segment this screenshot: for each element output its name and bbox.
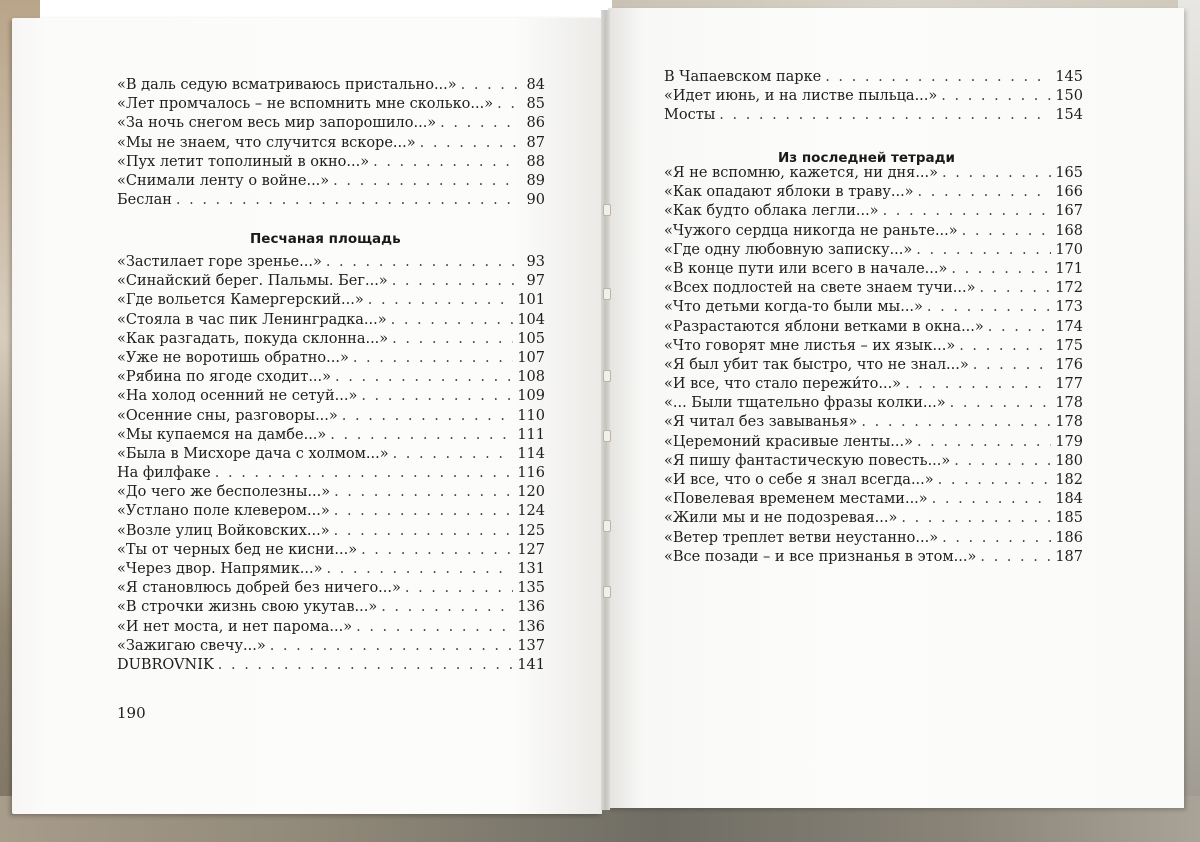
toc-leader-dots — [334, 502, 514, 521]
toc-entry-title: «Я читал без завыванья» — [664, 414, 858, 431]
toc-entry-page-number: 86 — [526, 115, 545, 132]
toc-entry — [664, 68, 1083, 87]
toc-entry-page-number: 179 — [1055, 433, 1083, 450]
toc-entry — [664, 337, 1083, 356]
toc-entry — [117, 387, 545, 406]
toc-entry-page-number: 180 — [1055, 452, 1083, 469]
toc-leader-dots — [356, 618, 513, 637]
toc-entry-title: «Чужого сердца никогда не раньте...» — [664, 222, 958, 239]
binding-stitch — [603, 520, 611, 532]
toc-entry — [117, 483, 545, 502]
toc-entry-title: «Где вольется Камергерский...» — [117, 292, 364, 309]
toc-entry-page-number: 178 — [1055, 414, 1083, 431]
toc-entry — [117, 253, 545, 272]
toc-leader-dots — [393, 445, 514, 464]
toc-entry-title: «Повелевая временем местами...» — [664, 491, 928, 508]
toc-entry — [664, 106, 1083, 125]
toc-entry-page-number: 171 — [1055, 260, 1083, 277]
toc-entry — [117, 291, 545, 310]
toc-entry-title: «И нет моста, и нет парома...» — [117, 618, 353, 635]
toc-entry-title: Мосты — [664, 107, 716, 124]
toc-entry-title: «Устлано поле клевером...» — [117, 503, 330, 520]
toc-entry — [664, 375, 1083, 394]
toc-entry — [664, 394, 1083, 413]
toc-entry — [664, 202, 1083, 221]
toc-entry-title: В Чапаевском парке — [664, 69, 822, 85]
toc-leader-dots — [405, 579, 513, 598]
toc-entry-title: «Зажигаю свечу...» — [117, 637, 266, 654]
toc-leader-dots — [950, 394, 1052, 413]
toc-entry — [117, 656, 545, 675]
toc-entry — [117, 330, 545, 349]
toc-entry — [117, 464, 545, 483]
right-toc-top-list — [664, 68, 1083, 126]
toc-entry-page-number: 131 — [517, 561, 545, 577]
toc-entry — [117, 95, 545, 114]
left-toc-top-list — [117, 76, 545, 210]
toc-leader-dots — [368, 291, 514, 310]
toc-leader-dots — [941, 87, 1051, 106]
toc-entry-page-number: 174 — [1055, 318, 1083, 335]
left-toc-section-list — [117, 253, 545, 675]
toc-leader-dots — [335, 368, 513, 387]
toc-leader-dots — [959, 337, 1051, 356]
toc-leader-dots — [361, 387, 513, 406]
toc-entry-title: «Разрастаются яблони ветками в окна...» — [664, 318, 984, 335]
toc-entry-page-number: 111 — [517, 426, 545, 443]
toc-leader-dots — [333, 172, 517, 191]
toc-leader-dots — [440, 114, 517, 133]
toc-leader-dots — [901, 509, 1051, 528]
toc-entry — [117, 407, 545, 426]
toc-leader-dots — [825, 68, 1051, 87]
toc-entry-page-number: 124 — [517, 503, 545, 520]
toc-entry-page-number: 101 — [517, 292, 545, 309]
toc-entry-page-number: 89 — [526, 172, 545, 189]
toc-entry-title: «Я был убит так быстро, что не знал...» — [664, 356, 969, 373]
toc-entry — [664, 87, 1083, 106]
toc-entry-title: «Всех подлостей на свете знаем тучи...» — [664, 280, 976, 297]
toc-entry-title: «Как будто облака легли...» — [664, 203, 879, 220]
toc-leader-dots — [951, 260, 1051, 279]
toc-entry-page-number: 110 — [517, 407, 545, 424]
binding-stitch — [603, 586, 611, 598]
toc-leader-dots — [918, 183, 1052, 202]
toc-entry-page-number: 167 — [1055, 203, 1083, 220]
toc-entry — [664, 279, 1083, 298]
toc-entry-title: «Стояла в час пик Ленинградка...» — [117, 311, 387, 328]
toc-entry-title: «Я пишу фантастическую повесть...» — [664, 452, 951, 469]
toc-entry — [117, 191, 545, 210]
toc-leader-dots — [962, 222, 1052, 241]
toc-entry — [117, 114, 545, 133]
toc-entry — [117, 76, 545, 95]
toc-entry-title: «Через двор. Напрямик...» — [117, 561, 323, 577]
toc-entry — [117, 445, 545, 464]
binding-stitch — [603, 288, 611, 300]
toc-entry-page-number: 97 — [526, 273, 545, 290]
toc-entry-page-number: 170 — [1055, 241, 1083, 258]
toc-entry-page-number: 141 — [517, 656, 545, 673]
toc-leader-dots — [326, 253, 517, 272]
toc-entry-title: «Снимали ленту о войне...» — [117, 172, 330, 189]
toc-leader-dots — [973, 356, 1052, 375]
toc-entry — [664, 260, 1083, 279]
section-heading-last-notebook: Из последней тетради — [778, 150, 955, 166]
toc-leader-dots — [954, 452, 1051, 471]
toc-entry-title: «И все, что стало пережи́то...» — [664, 376, 902, 393]
toc-entry — [117, 560, 545, 579]
toc-entry — [117, 172, 545, 191]
toc-leader-dots — [905, 375, 1051, 394]
toc-entry-page-number: 87 — [526, 134, 545, 151]
toc-leader-dots — [938, 471, 1052, 490]
toc-entry — [664, 356, 1083, 375]
toc-entry-title: «Как разгадать, покуда склонна...» — [117, 330, 389, 347]
toc-leader-dots — [391, 311, 514, 330]
toc-entry-title: «Была в Мисхоре дача с холмом...» — [117, 445, 389, 462]
toc-entry-title: «И все, что о себе я знал всегда...» — [664, 472, 934, 488]
toc-leader-dots — [326, 560, 513, 579]
toc-leader-dots — [917, 433, 1051, 452]
toc-entry — [664, 452, 1083, 471]
toc-leader-dots — [342, 407, 514, 426]
toc-leader-dots — [392, 272, 517, 291]
toc-entry — [117, 311, 545, 330]
toc-entry — [117, 153, 545, 172]
toc-entry-page-number: 168 — [1055, 222, 1083, 239]
toc-entry-page-number: 154 — [1055, 107, 1083, 124]
section-heading-sand-square: Песчаная площадь — [250, 231, 401, 247]
toc-leader-dots — [218, 656, 514, 675]
toc-entry — [664, 548, 1083, 567]
book-gutter — [601, 10, 610, 810]
toc-entry-title: «Ветер треплет ветви неустанно...» — [664, 529, 939, 546]
toc-entry-page-number: 184 — [1055, 491, 1083, 508]
toc-entry — [664, 471, 1083, 490]
toc-leader-dots — [916, 241, 1051, 260]
toc-leader-dots — [979, 279, 1051, 298]
toc-leader-dots — [942, 529, 1051, 548]
toc-entry-page-number: 187 — [1055, 548, 1083, 565]
binding-stitch — [603, 370, 611, 382]
toc-entry — [117, 637, 545, 656]
toc-leader-dots — [381, 598, 513, 617]
toc-entry-page-number: 127 — [517, 541, 545, 558]
toc-entry-title: «В конце пути или всего в начале...» — [664, 260, 948, 277]
toc-entry-page-number: 85 — [526, 96, 545, 113]
toc-entry-page-number: 84 — [526, 77, 545, 93]
toc-leader-dots — [420, 134, 517, 153]
toc-entry-page-number: 186 — [1055, 529, 1083, 546]
toc-entry-page-number: 105 — [517, 330, 545, 347]
toc-entry — [117, 368, 545, 387]
toc-entry — [664, 509, 1083, 528]
toc-entry-page-number: 107 — [517, 349, 545, 366]
binding-stitch — [603, 204, 611, 216]
toc-entry-title: На филфаке — [117, 465, 211, 482]
toc-entry-page-number: 135 — [517, 580, 545, 597]
toc-entry-title: «Я не вспомню, кажется, ни дня...» — [664, 165, 939, 181]
toc-leader-dots — [353, 349, 514, 368]
right-toc-section-list — [664, 164, 1083, 567]
toc-entry-title: «Застилает горе зренье...» — [117, 254, 322, 270]
toc-entry-page-number: 125 — [517, 522, 545, 539]
toc-entry-page-number: 137 — [517, 637, 545, 654]
toc-entry-title: «Что говорят мне листья – их язык...» — [664, 337, 956, 354]
toc-entry — [664, 183, 1083, 202]
toc-entry — [117, 579, 545, 598]
toc-leader-dots — [861, 413, 1051, 432]
toc-entry-title: «Мы купаемся на дамбе...» — [117, 426, 327, 443]
toc-entry-page-number: 136 — [517, 618, 545, 635]
toc-leader-dots — [215, 464, 514, 483]
toc-entry-page-number: 108 — [517, 369, 545, 386]
toc-entry-title: «Уже не воротишь обратно...» — [117, 349, 349, 366]
toc-entry-title: «За ночь снегом весь мир запорошило...» — [117, 115, 437, 132]
toc-leader-dots — [361, 541, 513, 560]
toc-leader-dots — [927, 298, 1051, 317]
toc-entry-title: «Рябина по ягоде сходит...» — [117, 369, 332, 386]
toc-entry-title: «Осенние сны, разговоры...» — [117, 407, 338, 424]
toc-leader-dots — [176, 191, 517, 210]
toc-entry — [117, 134, 545, 153]
toc-leader-dots — [988, 318, 1052, 337]
page-number-folio: 190 — [117, 704, 146, 722]
toc-leader-dots — [883, 202, 1052, 221]
toc-entry-title: «Где одну любовную записку...» — [664, 241, 913, 258]
toc-leader-dots — [942, 164, 1051, 183]
toc-entry-title: «Жили мы и не подозревая...» — [664, 510, 898, 527]
toc-entry-page-number: 177 — [1055, 376, 1083, 393]
toc-entry-title: «Что детьми когда-то были мы...» — [664, 299, 923, 316]
toc-entry-title: «Лет промчалось – не вспомнить мне сколько...» — [117, 96, 494, 113]
toc-entry-page-number: 185 — [1055, 510, 1083, 527]
toc-entry-page-number: 116 — [517, 465, 545, 482]
toc-entry — [117, 502, 545, 521]
toc-entry-title: «Как опадают яблоки в траву...» — [664, 184, 914, 201]
toc-entry — [117, 349, 545, 368]
toc-entry-page-number: 178 — [1055, 395, 1083, 412]
toc-entry-title: «Мы не знаем, что случится вскоре...» — [117, 134, 416, 151]
toc-entry-title: «До чего же бесполезны...» — [117, 484, 331, 501]
toc-entry-page-number: 166 — [1055, 184, 1083, 201]
toc-leader-dots — [330, 426, 513, 445]
toc-entry — [117, 618, 545, 637]
toc-entry-page-number: 93 — [526, 254, 545, 270]
toc-entry-page-number: 104 — [517, 311, 545, 328]
toc-entry-page-number: 175 — [1055, 337, 1083, 354]
toc-entry-page-number: 90 — [526, 192, 545, 209]
toc-entry-title: «... Были тщательно фразы колки...» — [664, 395, 946, 412]
toc-leader-dots — [461, 76, 517, 95]
toc-entry — [117, 522, 545, 541]
toc-entry-title: «В даль седую всматриваюсь пристально...» — [117, 77, 457, 93]
toc-entry-page-number: 176 — [1055, 356, 1083, 373]
toc-entry-page-number: 88 — [526, 153, 545, 170]
toc-entry — [117, 541, 545, 560]
toc-entry — [664, 413, 1083, 432]
toc-entry-page-number: 136 — [517, 599, 545, 616]
toc-entry-page-number: 172 — [1055, 280, 1083, 297]
toc-leader-dots — [932, 490, 1052, 509]
toc-entry-title: Беслан — [117, 192, 172, 209]
toc-entry-title: «Идет июнь, и на листве пыльца...» — [664, 88, 938, 105]
toc-entry — [664, 241, 1083, 260]
toc-entry-title: «В строчки жизнь свою укутав...» — [117, 599, 378, 616]
toc-entry — [664, 529, 1083, 548]
toc-leader-dots — [719, 106, 1051, 125]
toc-entry-title: «На холод осенний не сетуй...» — [117, 388, 358, 405]
toc-entry-page-number: 114 — [517, 445, 545, 462]
toc-entry-page-number: 182 — [1055, 472, 1083, 488]
toc-entry-title: «Пух летит тополиный в окно...» — [117, 153, 370, 170]
toc-entry — [664, 433, 1083, 452]
toc-entry — [664, 164, 1083, 183]
toc-leader-dots — [270, 637, 514, 656]
toc-entry — [664, 222, 1083, 241]
toc-entry — [664, 490, 1083, 509]
toc-entry — [664, 298, 1083, 317]
binding-stitch — [603, 430, 611, 442]
toc-entry-page-number: 120 — [517, 484, 545, 501]
toc-entry-title: «Синайский берег. Пальмы. Бег...» — [117, 273, 388, 290]
toc-entry-title: «Церемоний красивые ленты...» — [664, 433, 913, 450]
toc-entry — [117, 272, 545, 291]
toc-entry-page-number: 150 — [1055, 88, 1083, 105]
toc-entry-title: «Ты от черных бед не кисни...» — [117, 541, 358, 558]
toc-entry — [117, 426, 545, 445]
toc-entry-title: «Возле улиц Войковских...» — [117, 522, 330, 539]
toc-entry-page-number: 145 — [1055, 69, 1083, 85]
toc-entry — [117, 598, 545, 617]
toc-leader-dots — [497, 95, 517, 114]
toc-entry-page-number: 109 — [517, 388, 545, 405]
toc-leader-dots — [373, 153, 517, 172]
toc-leader-dots — [334, 522, 514, 541]
toc-leader-dots — [334, 483, 513, 502]
toc-entry-title: «Я становлюсь добрей без ничего...» — [117, 580, 401, 597]
toc-entry-page-number: 165 — [1055, 165, 1083, 181]
toc-entry-page-number: 173 — [1055, 299, 1083, 316]
toc-entry-title: «Все позади – и все признанья в этом...» — [664, 548, 977, 565]
toc-entry — [664, 318, 1083, 337]
toc-entry-title: DUBROVNIK — [117, 656, 214, 673]
toc-leader-dots — [392, 330, 513, 349]
toc-leader-dots — [980, 548, 1051, 567]
